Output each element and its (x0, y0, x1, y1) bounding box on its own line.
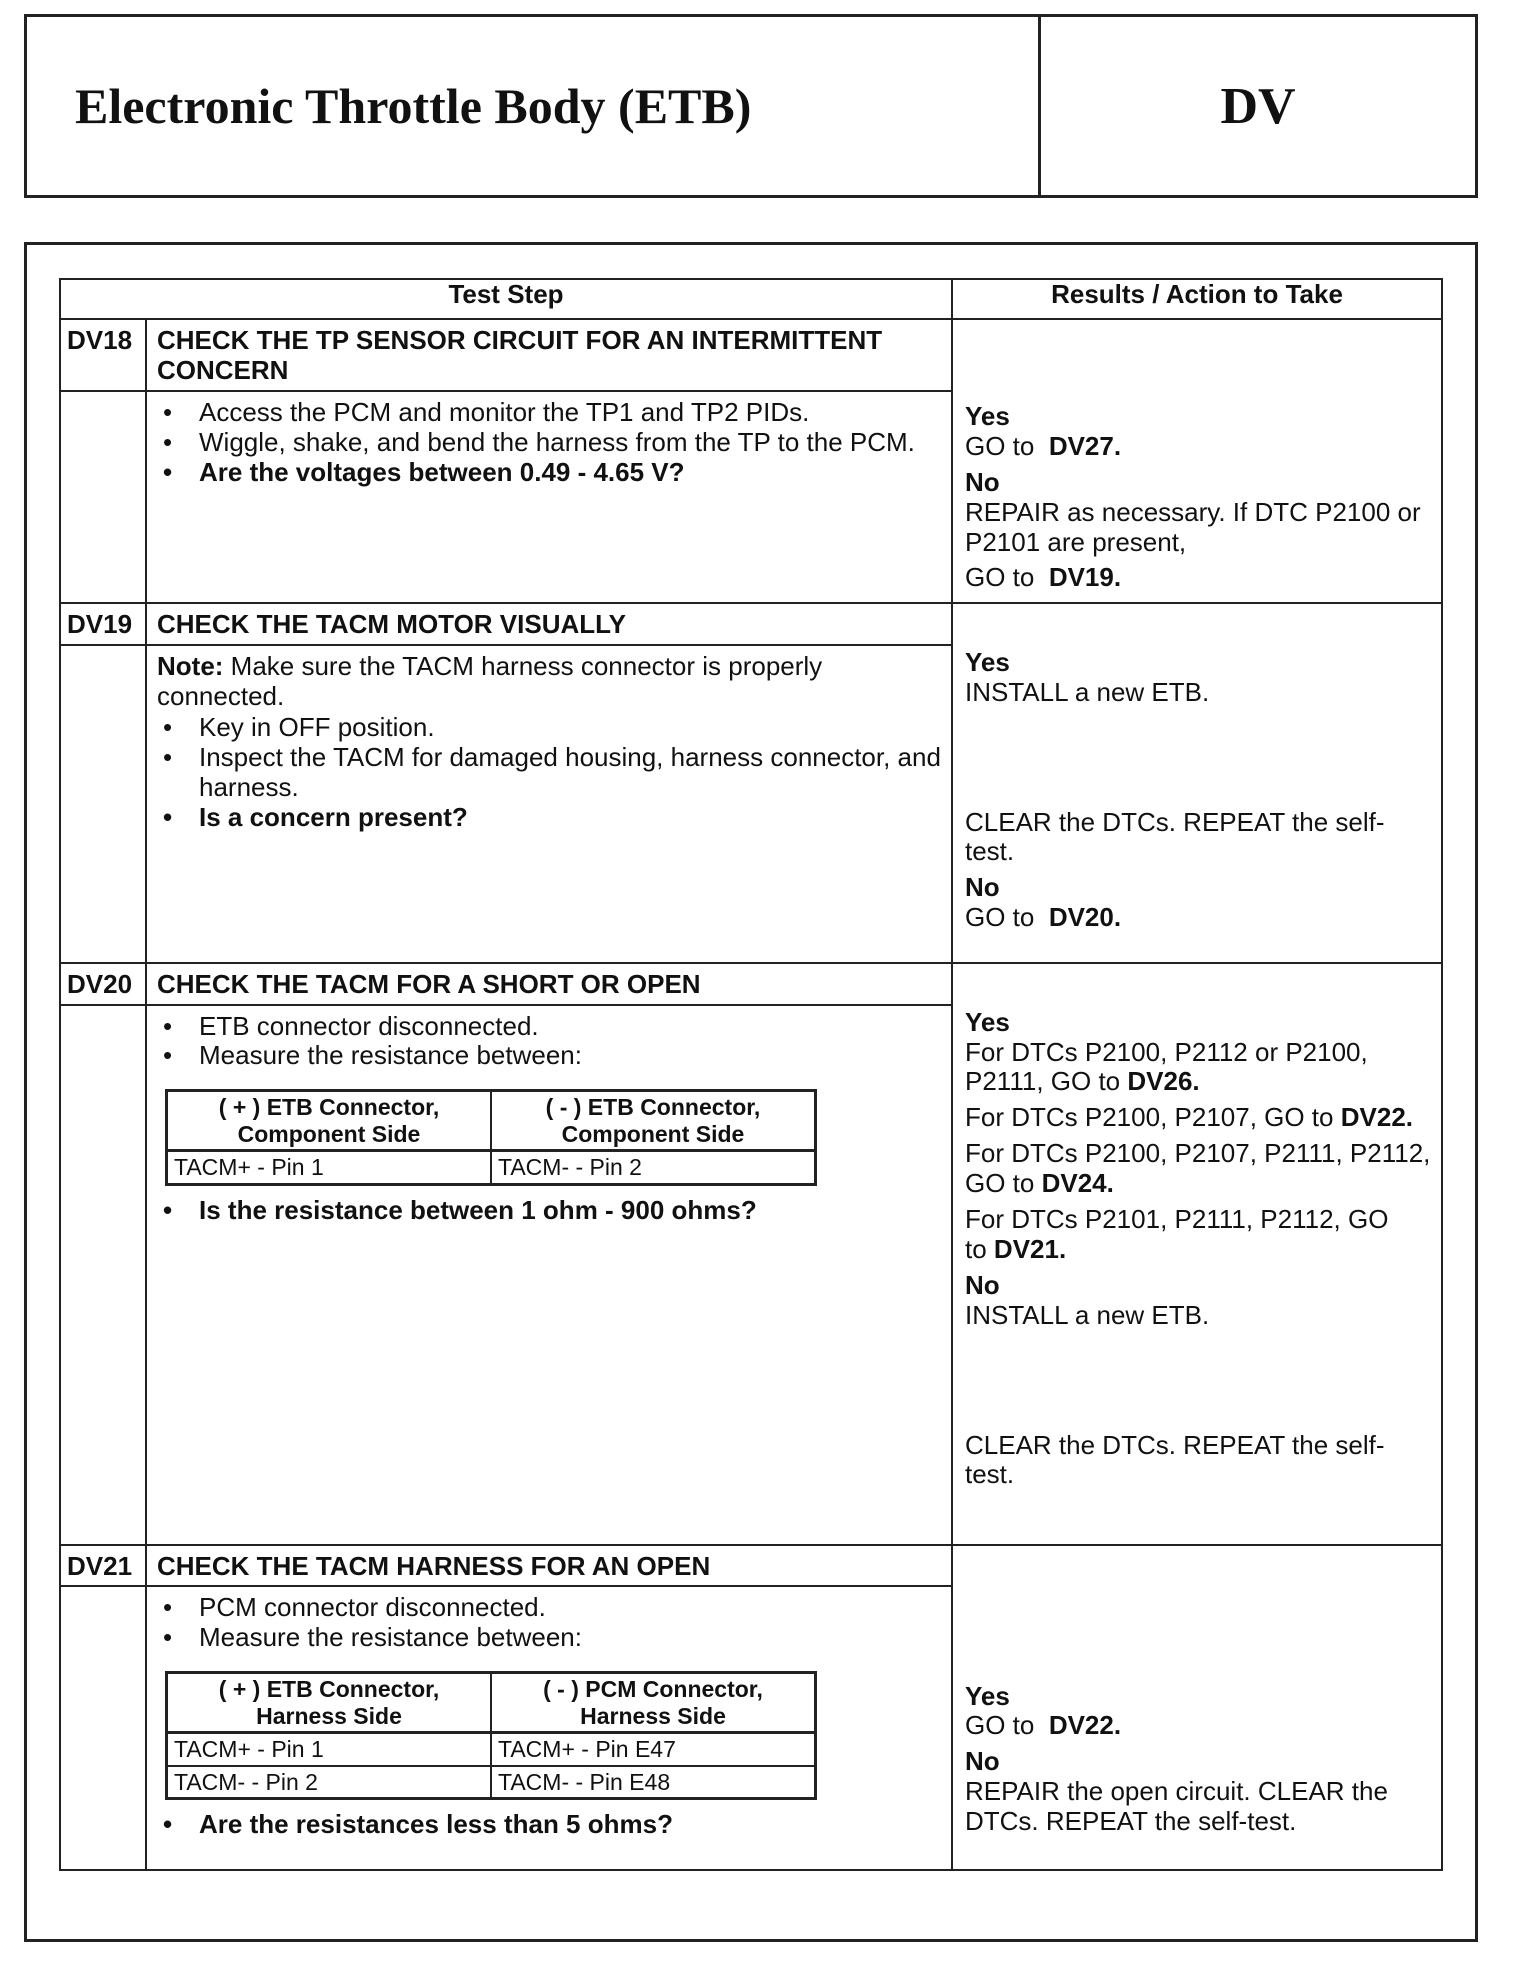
yes-option: For DTCs P2101, P2111, P2112, GO to DV21. (965, 1204, 1389, 1264)
pin-cell: TACM- - Pin E48 (491, 1766, 816, 1799)
note-label: Note: (157, 650, 224, 681)
step-title: CHECK THE TACM MOTOR VISUALLY (146, 603, 952, 645)
yes-ref: DV27. (1048, 430, 1122, 461)
bullet: • PCM connector disconnected. (157, 1593, 941, 1623)
no-ref: DV19. (1048, 562, 1122, 593)
col-header-results: Results / Action to Take (952, 279, 1442, 319)
no-ref: DV20. (1048, 902, 1122, 933)
yes-option: For DTCs P2100, P2107, GO to DV22. (965, 1102, 1413, 1133)
yes-option: For DTCs P2100, P2112 or P2100, P2111, GO to DV26. (965, 1036, 1368, 1097)
bullet: • Measure the resistance between: (157, 1623, 941, 1653)
page-header (24, 14, 1478, 198)
bullet: • Access the PCM and monitor the TP1 and TP2 PIDs. (157, 398, 941, 428)
no-goto: GO to (965, 562, 1035, 593)
yes-action: INSTALL a new ETB. (965, 676, 1210, 707)
yes-label: Yes (965, 1680, 1010, 1711)
pin-cell: TACM+ - Pin E47 (491, 1733, 816, 1766)
question: • Are the voltages between 0.49 - 4.65 V? (157, 458, 941, 488)
bullet: • Wiggle, shake, and bend the harness from the TP to the PCM. (157, 428, 941, 458)
step-result (952, 319, 1442, 603)
step-result (952, 963, 1442, 1545)
yes-label: Yes (965, 646, 1010, 677)
step-title: CHECK THE TACM FOR A SHORT OR OPEN (146, 963, 952, 1005)
step-body (146, 1586, 952, 1870)
pin-table-header: ( - ) ETB Connector, Component Side (491, 1091, 816, 1151)
test-step-table (59, 278, 1443, 1871)
yes-action: GO to (965, 1710, 1035, 1741)
no-label: No (965, 1746, 1000, 1777)
step-result (952, 603, 1442, 963)
pin-table (165, 1089, 817, 1185)
pin-table-header: ( - ) PCM Connector, Harness Side (491, 1673, 816, 1733)
no-action: REPAIR the open circuit. CLEAR the DTCs. REPEAT the self-test. (965, 1776, 1388, 1837)
no-label: No (965, 872, 1000, 903)
step-body (146, 391, 952, 603)
pin-cell: TACM+ - Pin 1 (167, 1151, 492, 1184)
step-id: DV21 (60, 1545, 146, 1587)
question: • Is a concern present? (157, 803, 941, 833)
no-followup: CLEAR the DTCs. REPEAT the self-test. (965, 1429, 1385, 1490)
pin-table-header: ( + ) ETB Connector, Component Side (167, 1091, 492, 1151)
section-code: DV (1220, 77, 1296, 135)
step-body (146, 645, 952, 963)
bullet: • Inspect the TACM for damaged housing, harness connector, and harness. (157, 743, 941, 803)
procedure-frame (24, 242, 1478, 1942)
no-action: GO to (965, 902, 1035, 933)
bullet: • Key in OFF position. (157, 713, 941, 743)
pin-table-header: ( + ) ETB Connector, Harness Side (167, 1673, 492, 1733)
step-result (952, 1545, 1442, 1871)
no-action: REPAIR as necessary. If DTC P2100 or P2101 are present, (965, 496, 1421, 557)
yes-label: Yes (965, 1006, 1010, 1037)
step-title: CHECK THE TACM HARNESS FOR AN OPEN (146, 1545, 952, 1587)
yes-option: For DTCs P2100, P2107, P2111, P2112, GO to DV24. (965, 1138, 1431, 1199)
page-title: Electronic Throttle Body (ETB) (27, 17, 1041, 195)
yes-action: GO to (965, 430, 1035, 461)
no-label: No (965, 1269, 1000, 1300)
pin-cell: TACM- - Pin 2 (167, 1766, 492, 1799)
step-id: DV20 (60, 963, 146, 1005)
yes-ref: DV22. (1048, 1710, 1122, 1741)
question: • Is the resistance between 1 ohm - 900 ohms? (157, 1196, 941, 1226)
col-header-test-step: Test Step (60, 279, 952, 319)
bullet: • ETB connector disconnected. (157, 1012, 941, 1042)
pin-cell: TACM+ - Pin 1 (167, 1733, 492, 1766)
step-title: CHECK THE TP SENSOR CIRCUIT FOR AN INTERMITTENT CONCERN (146, 319, 952, 391)
pin-cell: TACM- - Pin 2 (491, 1151, 816, 1184)
pin-table (165, 1671, 817, 1800)
step-id: DV18 (60, 319, 146, 391)
bullet: • Measure the resistance between: (157, 1041, 941, 1071)
question: • Are the resistances less than 5 ohms? (157, 1810, 941, 1840)
step-id: DV19 (60, 603, 146, 645)
note (157, 652, 941, 712)
no-label: No (965, 466, 1000, 497)
yes-label: Yes (965, 401, 1010, 431)
note-text: Make sure the TACM harness connector is properly connected. (157, 650, 823, 711)
no-action: INSTALL a new ETB. (965, 1299, 1210, 1330)
yes-followup: CLEAR the DTCs. REPEAT the self-test. (965, 806, 1385, 867)
step-body (146, 1005, 952, 1545)
